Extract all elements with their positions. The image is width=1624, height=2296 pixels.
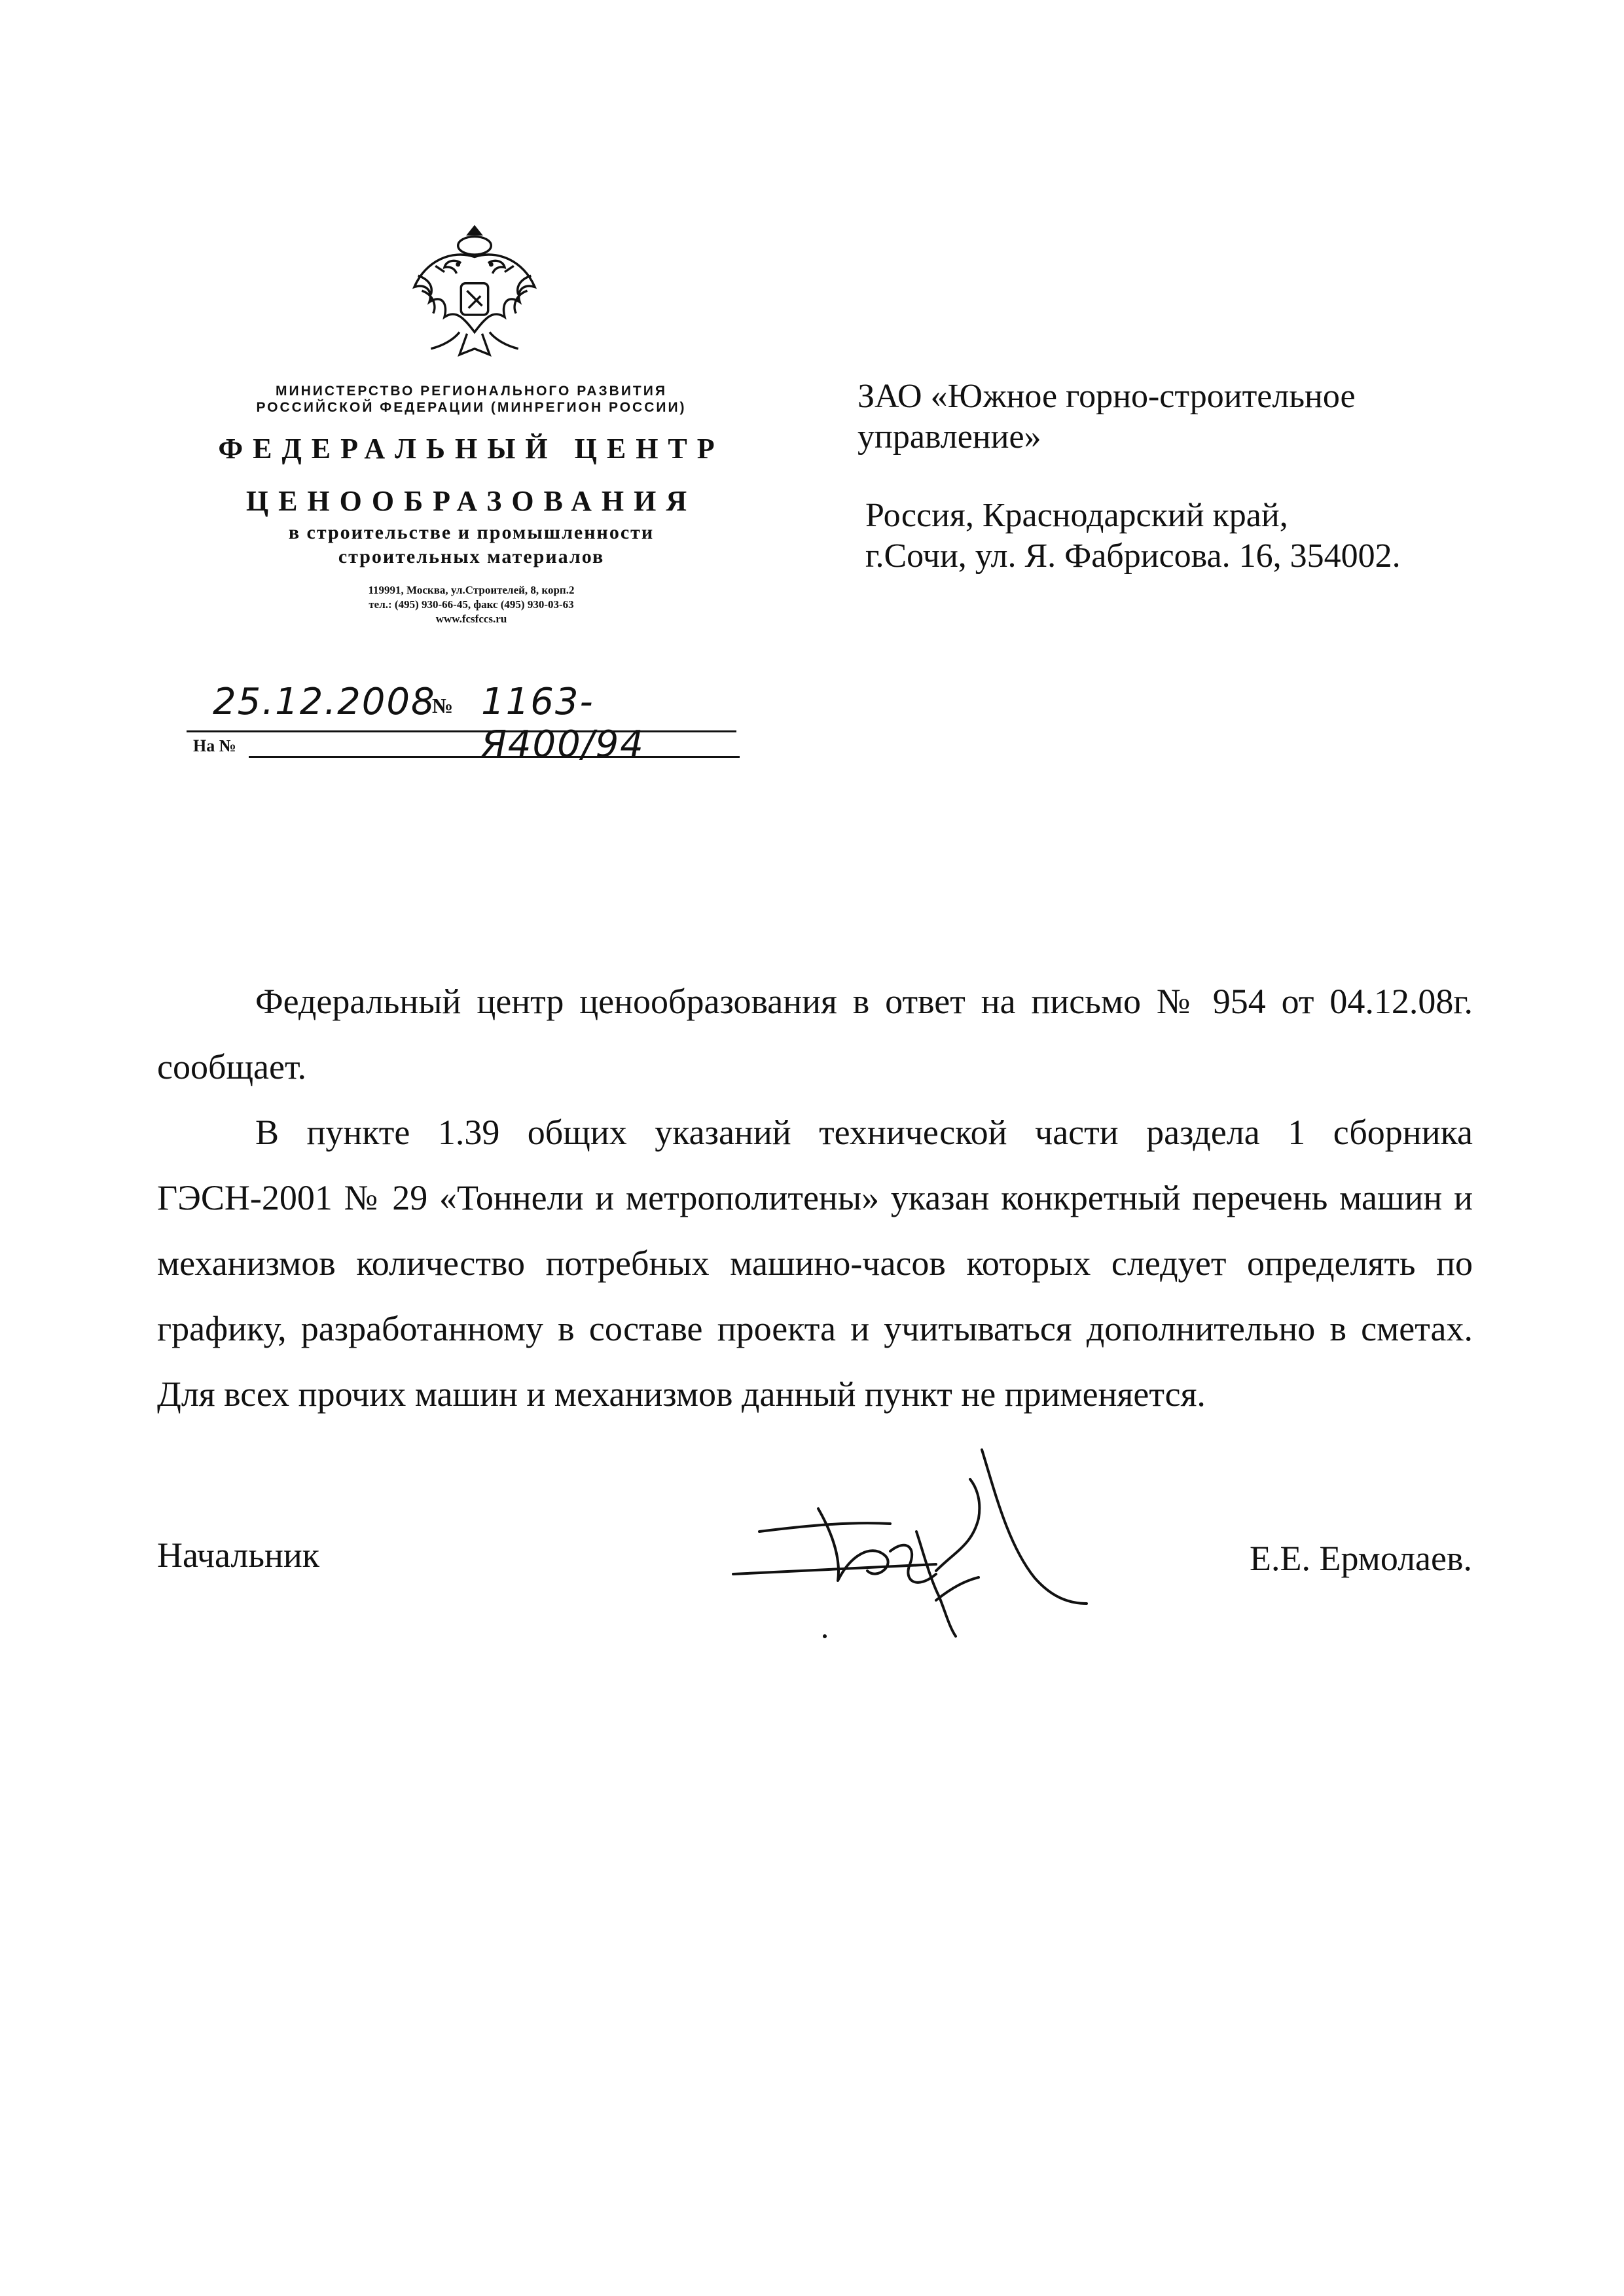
- postal-address: 119991, Москва, ул.Строителей, 8, корп.2: [368, 584, 575, 596]
- website-link[interactable]: www.fcsfccs.ru: [435, 613, 507, 625]
- registration-date: 25.12.2008: [213, 681, 436, 723]
- letterhead: [196, 383, 746, 626]
- body-paragraph-1: Федеральный центр ценообразования в ответ на письмо № 954 от 04.12.08г. сообщает.: [157, 982, 1473, 1086]
- phone-fax: тел.: (495) 930-66-45, факс (495) 930-03-63: [369, 598, 574, 611]
- addressee-block: [857, 376, 1512, 577]
- signer-position: Начальник: [157, 1535, 320, 1575]
- organization-name-line1: ФЕДЕРАЛЬНЫЙ ЦЕНТР: [218, 433, 725, 465]
- addressee-name-line1: ЗАО «Южное горно-строительное: [857, 378, 1356, 415]
- registration-number: 1163-Я400/94: [481, 681, 645, 766]
- body-paragraph-2: В пункте 1.39 общих указаний технической части раздела 1 сборника ГЭСН-2001 № 29 «Тоннели и метрополитены» указан конкретный перечень машин и механизмов количество потребных машино-часов которых следует определять по графику, разработанному в составе проекта и учитываться дополнительно в сметах. Для всех прочих машин и механизмов данный пункт не применяется.: [157, 1113, 1473, 1414]
- registration-underline: [187, 730, 736, 732]
- reference-label: На №: [193, 736, 236, 755]
- organization-subtitle-line2: строительных материалов: [338, 546, 605, 567]
- addressee-address-line2: г.Сочи, ул. Я. Фабрисова. 16, 354002.: [865, 537, 1401, 575]
- ministry-name-line1: МИНИСТЕРСТВО РЕГИОНАЛЬНОГО РАЗВИТИЯ: [276, 384, 667, 399]
- addressee-name-line2: управление»: [857, 418, 1041, 456]
- coat-of-arms-emblem: [399, 219, 550, 370]
- registration-number-label: №: [432, 694, 454, 717]
- organization-name-line2: ЦЕНООБРАЗОВАНИЯ: [245, 485, 697, 517]
- ministry-name-line2: РОССИЙСКОЙ ФЕДЕРАЦИИ (МИНРЕГИОН РОССИИ): [256, 400, 687, 415]
- reference-line: [187, 736, 740, 762]
- addressee-address-line1: Россия, Краснодарский край,: [865, 497, 1288, 534]
- organization-subtitle-line1: в строительстве и промышленности: [288, 522, 655, 543]
- reference-underline: [249, 756, 740, 758]
- letter-body: [157, 969, 1473, 1427]
- handwritten-signature: [720, 1440, 1113, 1656]
- signer-name: Е.Е. Ермолаев.: [1250, 1539, 1472, 1578]
